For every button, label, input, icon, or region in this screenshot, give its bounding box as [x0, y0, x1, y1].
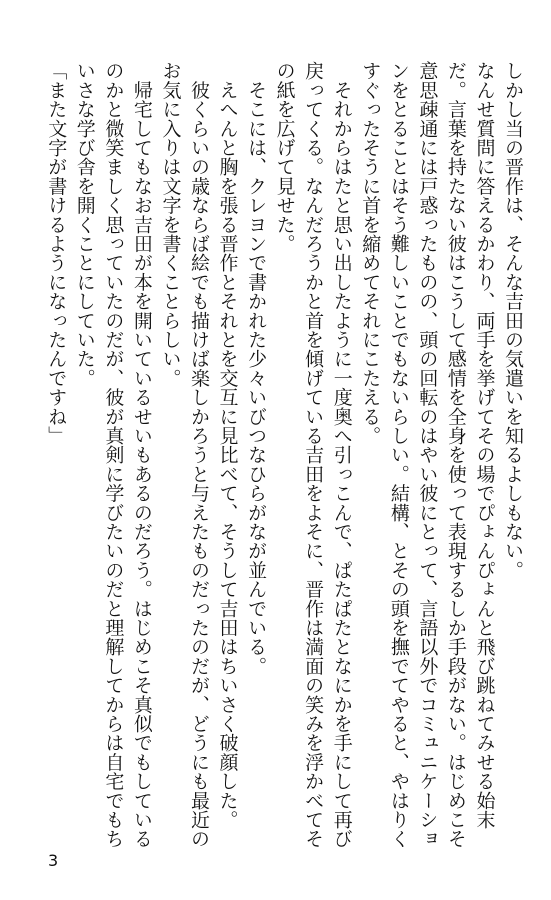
text-line: のかと微笑ましく思っていたのだが、彼が真剣に学びたいのだと理解してからは自宅でもち	[102, 61, 125, 849]
text-line: なんせ質問に答えるかわり、両手を挙げてその場でぴょんぴょんと飛び跳ねてみせる始末	[473, 61, 496, 829]
text-line: 戻ってくる。なんだろうかと首を傾げている吉田をよそに、晋作は満面の笑みを浮かべてそ	[302, 61, 325, 849]
text-line: 彼くらいの歳ならば絵でも描けば楽しかろうと与えたものだったのだが、どうにも最近の	[187, 61, 210, 849]
text-line: そこには、クレヨンで書かれた少々いびつなひらがなが並んでいる。	[245, 61, 268, 676]
page-number: 3	[48, 851, 59, 870]
text-line: えへんと胸を張る晋作とそれとを交互に見比べて、そうして吉田はちいさく破顔した。	[216, 61, 239, 829]
text-line: 帰宅してもなお吉田が本を開いているせいもあるのだろう。はじめこそ真似でもしている	[130, 61, 153, 849]
text-line: しかし当の晋作は、そんな吉田の気遣いを知るよしもない。	[502, 61, 524, 580]
text-line: すぐったそうに首を縮めてそれにこたえる。	[359, 61, 382, 445]
text-line: 「また文字が書けるようになったんですね」	[45, 61, 68, 445]
text-line: いさな学び舎を開くことにしていた。	[73, 61, 96, 388]
text-line: の紙を広げて見せた。	[273, 61, 296, 253]
text-line: だ。言葉を持たない彼はこうして感情を全身を使って表現するしか手段がない。はじめこそ	[444, 61, 467, 849]
text-line: それからはたと思い出したように一度奥へ引っこんで、ぱたぱたとなにかを手にして再び	[330, 61, 353, 849]
text-line: ンをとることはそう難しいことでもないらしい。結構、とその頭を撫でてやると、やはりく	[387, 61, 410, 849]
text-line: 意思疎通には戸惑ったものの、頭の回転のはやい彼にとって、言語以外でコミュニケーショ	[416, 61, 439, 849]
text-line: お気に入りは文字を書くことらしい。	[159, 61, 182, 388]
vertical-text-body	[42, 61, 527, 849]
